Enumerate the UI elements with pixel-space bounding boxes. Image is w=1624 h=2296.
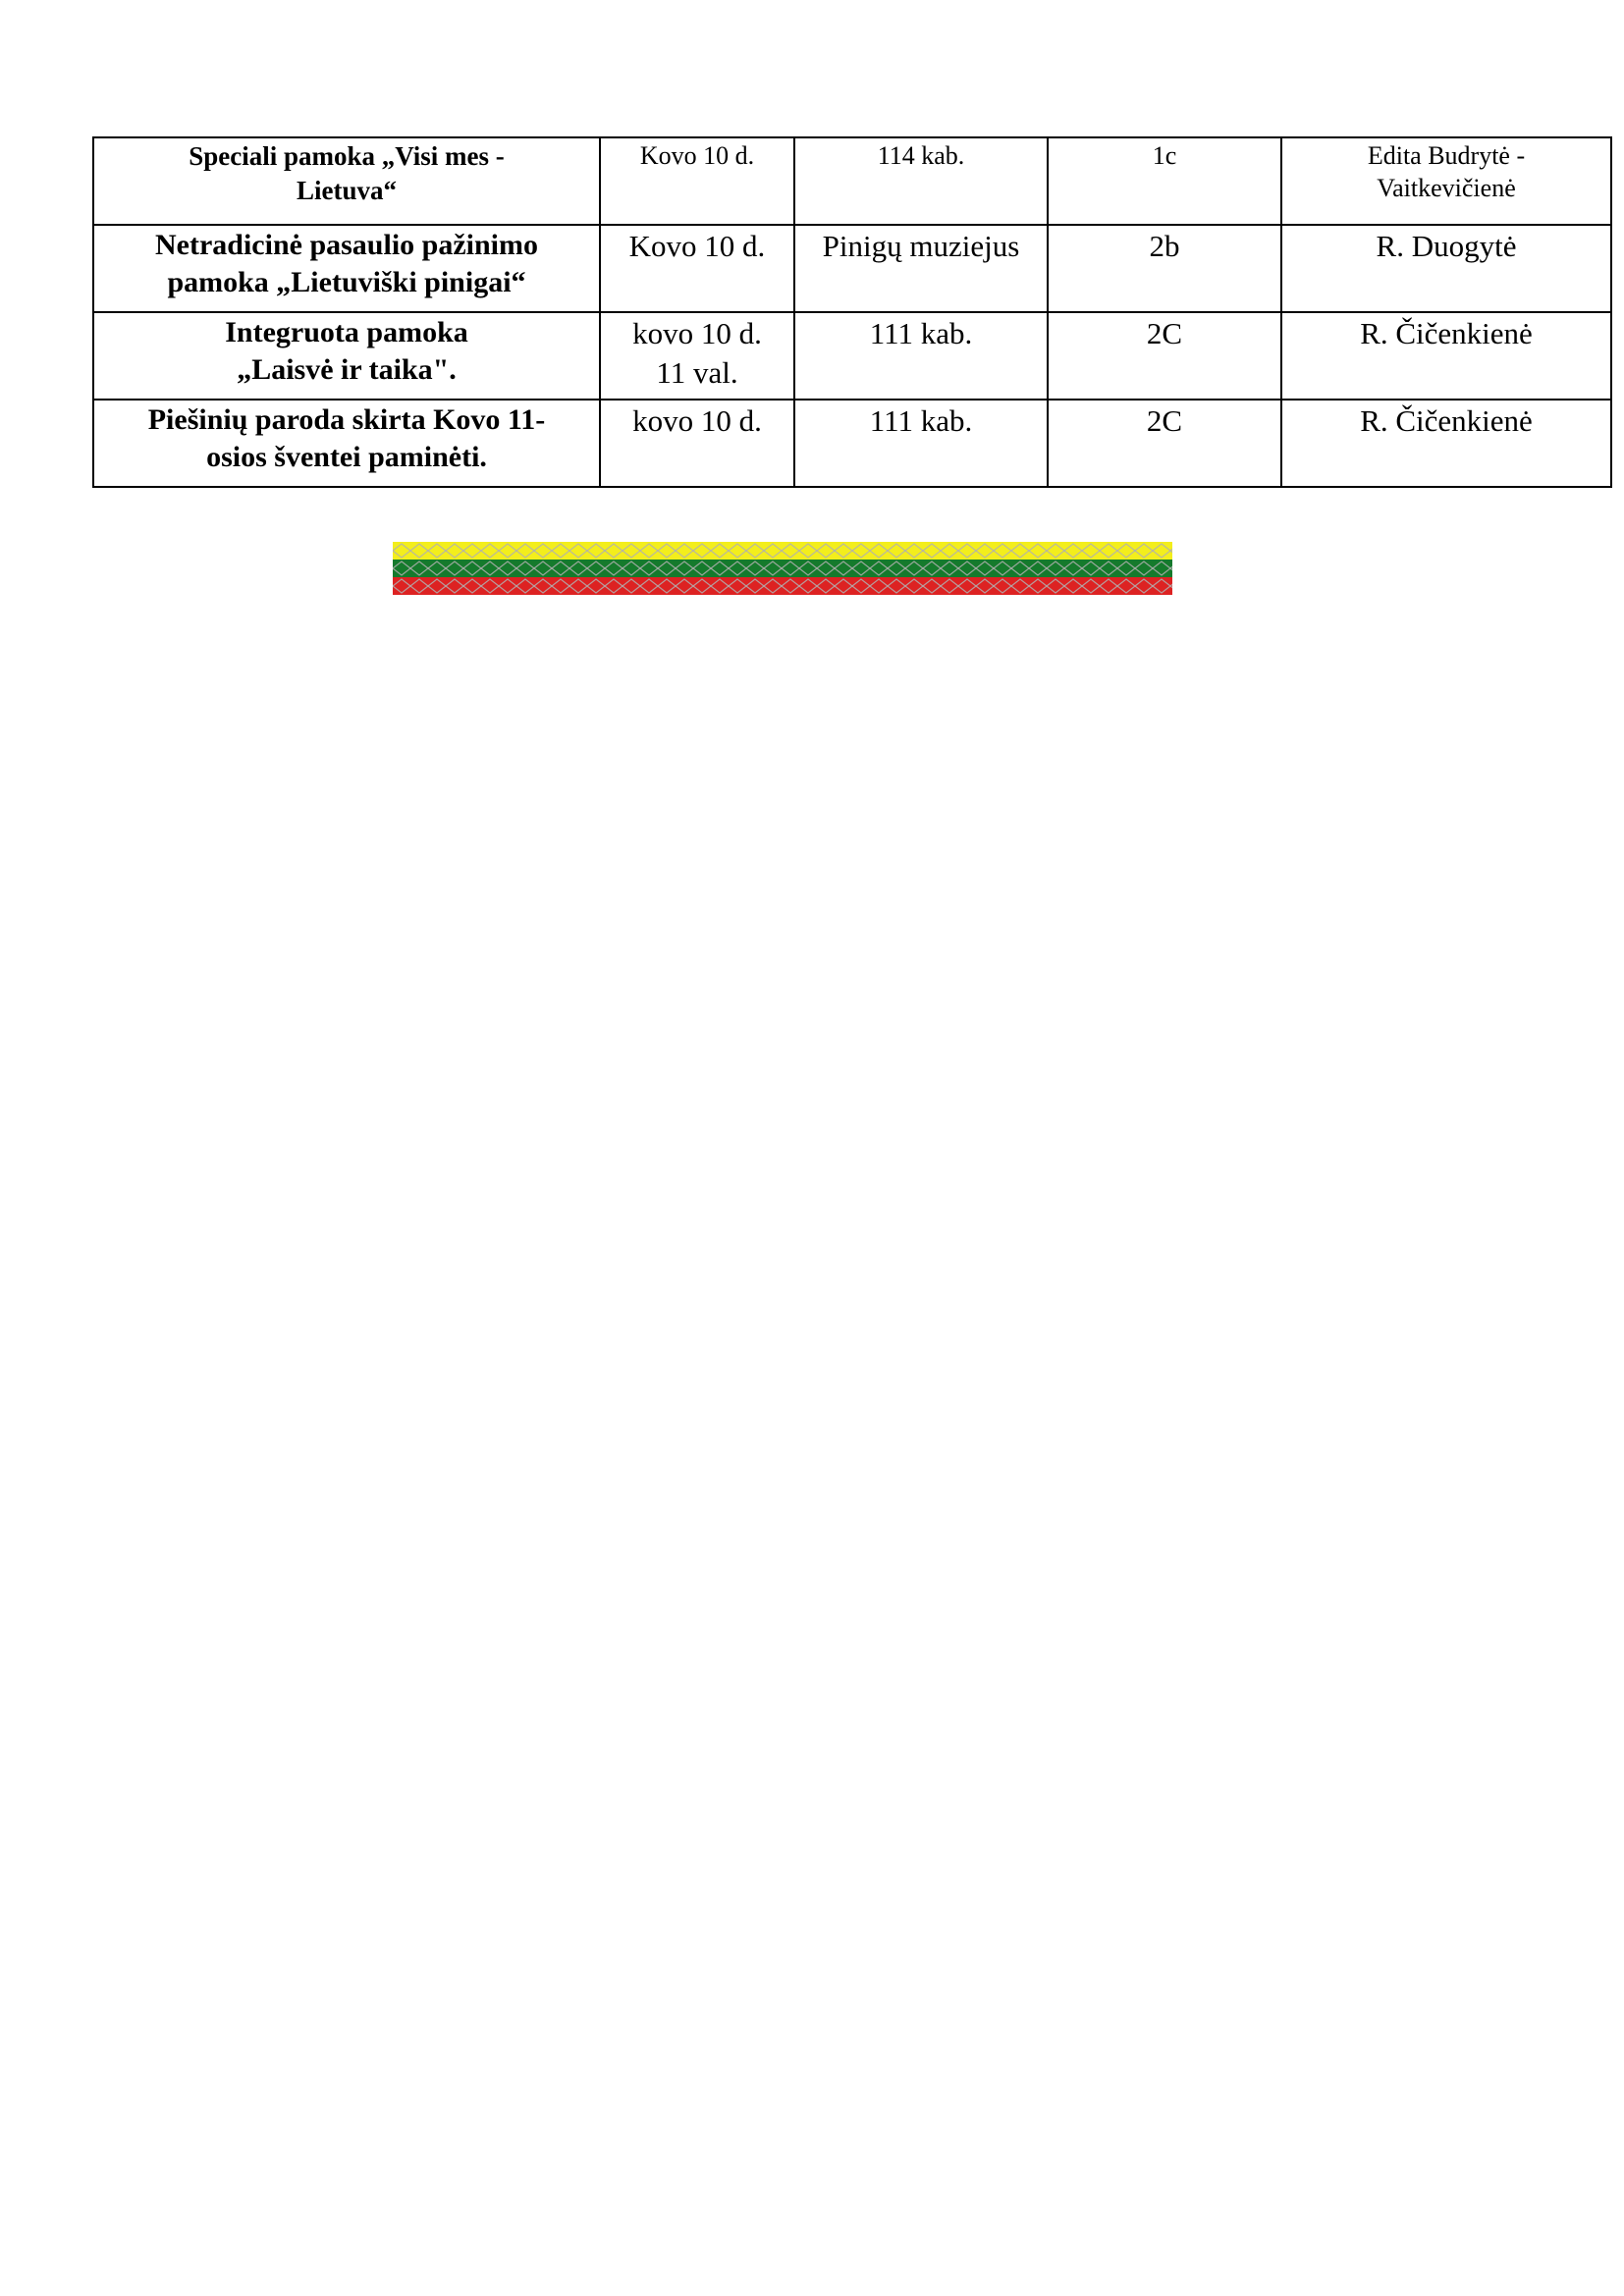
event-date-cell: kovo 10 d. 11 val. xyxy=(600,312,794,400)
table-row xyxy=(93,137,1611,225)
event-place-cell: 111 kab. xyxy=(794,400,1048,487)
event-title-cell: Netradicinė pasaulio pažinimo pamoka „Lietuviški pinigai“ xyxy=(93,225,600,312)
event-teacher-cell: R. Duogytė xyxy=(1281,225,1611,312)
event-class-cell: 2C xyxy=(1048,400,1281,487)
event-title-cell: Integruota pamoka „Laisvė ir taika". xyxy=(93,312,600,400)
event-class-cell: 2C xyxy=(1048,312,1281,400)
event-title-cell: Speciali pamoka „Visi mes - Lietuva“ xyxy=(93,137,600,225)
event-date-cell: Kovo 10 d. xyxy=(600,137,794,225)
table-row xyxy=(93,312,1611,400)
event-class-cell: 1c xyxy=(1048,137,1281,225)
event-teacher-cell: R. Čičenkienė xyxy=(1281,312,1611,400)
events-table xyxy=(92,136,1612,488)
event-place-cell: 114 kab. xyxy=(794,137,1048,225)
event-teacher-cell: R. Čičenkienė xyxy=(1281,400,1611,487)
lithuanian-flag-ribbon-icon xyxy=(393,542,1172,595)
event-place-cell: 111 kab. xyxy=(794,312,1048,400)
event-class-cell: 2b xyxy=(1048,225,1281,312)
event-date-cell: Kovo 10 d. xyxy=(600,225,794,312)
table-row xyxy=(93,400,1611,487)
event-place-cell: Pinigų muziejus xyxy=(794,225,1048,312)
event-title-cell: Piešinių paroda skirta Kovo 11- osios šventei paminėti. xyxy=(93,400,600,487)
event-teacher-cell: Edita Budrytė - Vaitkevičienė xyxy=(1281,137,1611,225)
table-row xyxy=(93,225,1611,312)
event-date-cell: kovo 10 d. xyxy=(600,400,794,487)
